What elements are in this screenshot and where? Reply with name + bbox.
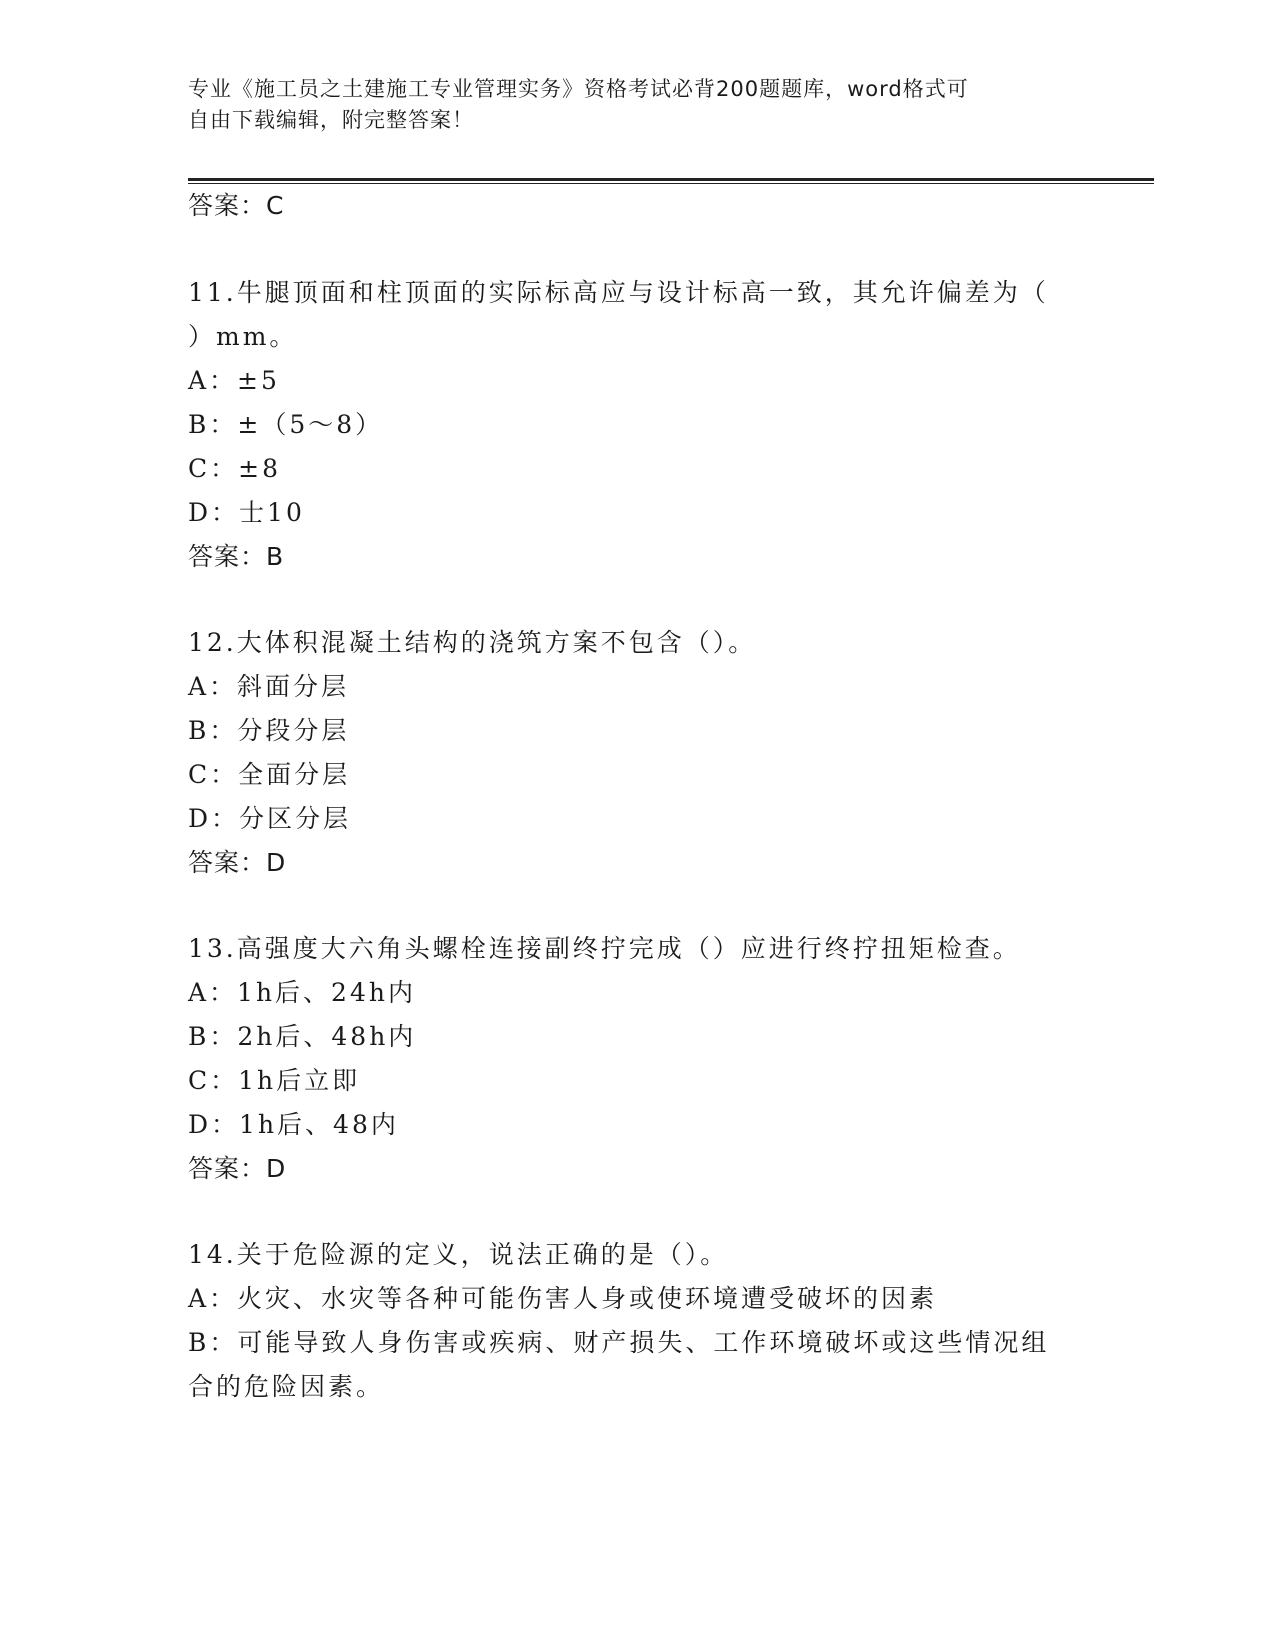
q12-option-c: C：全面分层: [188, 760, 351, 789]
q14-stem: 14.关于危险源的定义，说法正确的是（）。: [188, 1240, 729, 1269]
q12-option-b: B：分段分层: [188, 716, 350, 745]
header-title-line-1: 专业《施工员之土建施工专业管理实务》资格考试必背200题题库，word格式可: [188, 77, 969, 101]
header-divider-thin: [188, 183, 1154, 184]
q14-option-b-line-1: B：可能导致人身伤害或疾病、财产损失、工作环境破坏或这些情况组: [188, 1328, 1050, 1357]
q13-option-c: C：1h后立即: [188, 1066, 361, 1095]
q13-option-d: D：1h后、48内: [188, 1110, 399, 1139]
q13-stem: 13.高强度大六角头螺栓连接副终拧完成（）应进行终拧扭矩检查。: [188, 934, 1021, 963]
q13-option-b: B：2h后、48h内: [188, 1022, 417, 1051]
q11-option-d: D：士10: [188, 498, 305, 527]
q11-option-c: C：±8: [188, 454, 281, 483]
q13-answer: 答案：D: [188, 1154, 287, 1183]
q11-stem-line-2: ）mm。: [188, 322, 298, 351]
q12-stem: 12.大体积混凝土结构的浇筑方案不包含（）。: [188, 628, 757, 657]
q14-option-a: A：火灾、水灾等各种可能伤害人身或使环境遭受破坏的因素: [188, 1284, 938, 1313]
answer-prev: 答案：C: [188, 191, 285, 220]
header-divider-thick: [188, 178, 1154, 181]
q11-answer: 答案：B: [188, 542, 285, 571]
document-header: [188, 74, 1068, 136]
header-title-line-2: 自由下载编辑，附完整答案！: [188, 108, 474, 132]
q14-option-b-line-2: 合的危险因素。: [188, 1372, 385, 1401]
q12-option-a: A：斜面分层: [188, 672, 350, 701]
q11-stem-line-1: 11.牛腿顶面和柱顶面的实际标高应与设计标高一致，其允许偏差为（: [188, 278, 1049, 307]
q12-option-d: D：分区分层: [188, 804, 352, 833]
q12-answer: 答案：D: [188, 848, 287, 877]
q11-option-b: B：±（5～8）: [188, 410, 384, 439]
q11-option-a: A：±5: [188, 366, 280, 395]
q13-option-a: A：1h后、24h内: [188, 978, 416, 1007]
